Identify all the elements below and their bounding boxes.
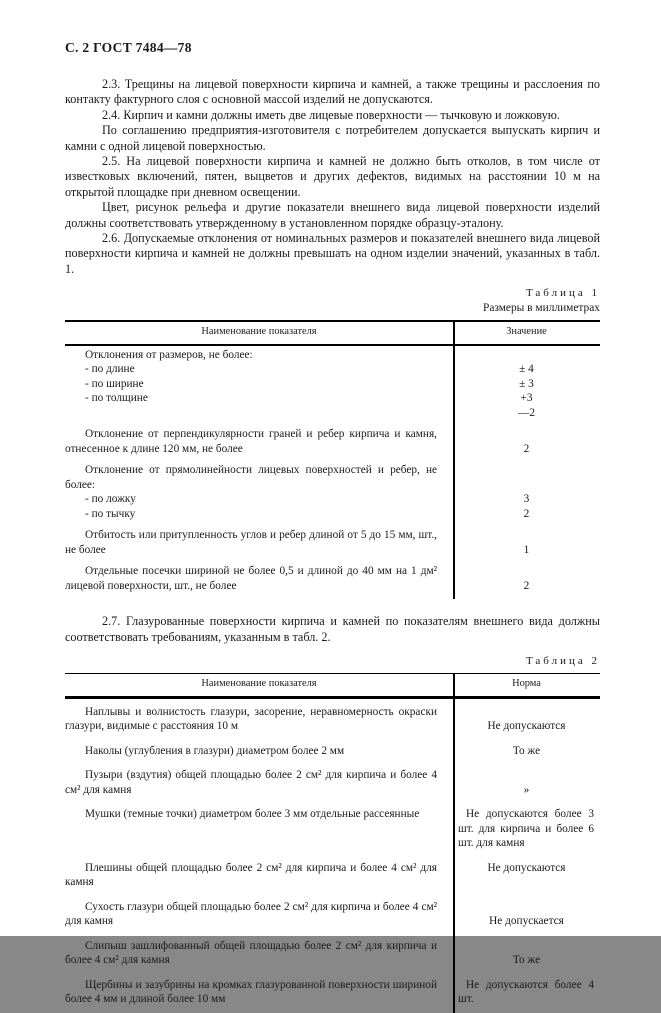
table-row: Щербины и зазубрины на кромках глазурованной поверхности шириной более 4 мм и длиной более 10 мм Не допускаются более 4 шт.: [65, 978, 594, 1006]
table-row: Пузыри (вздутия) общей площадью более 2 см² для кирпича и более 4 см² для камня »: [65, 769, 530, 796]
table-1-caption: Таблица 1: [525, 287, 600, 300]
paragraph-2-4-note: По соглашению предприятия-изготовителя с потребителем допускается выпускать кирпич и камни с одной лицевой поверхностью.: [65, 123, 600, 153]
table-row: Плешины общей площадью более 2 см² для кирпича и более 4 см² для камня Не допускаются: [65, 861, 566, 889]
paragraph-2-5: 2.5. На лицевой поверхности кирпича и камней не должно быть отколов, в том числе от известковых включений, пятен, выцветов и других дефектов, видимых на расстоянии 10 м на открытой площадке при дневном освещении.: [65, 154, 600, 199]
table-1-body: [65, 346, 600, 600]
table-2-col-header-name: Наименование показателя: [201, 678, 317, 690]
table-2-caption: Таблица 2: [525, 655, 600, 668]
paragraph-2-7: 2.7. Глазурованные поверхности кирпича и камней по показателям внешнего вида должны соответствовать требованиям, указанным в табл. 2.: [65, 614, 600, 644]
table-row: Слипыш зашлифованный общей площадью более 2 см² для кирпича и более 4 см² для камня То же: [65, 939, 541, 967]
table-2: [65, 673, 600, 1013]
table-row: Мушки (темные точки) диаметром более 3 мм отдельные рассеянные Не допускаются более 3 шт. для кирпича и более 6 шт. для камня: [85, 808, 594, 850]
table-row: Отдельные посечки шириной не более 0,5 и длиной до 40 мм на 1 дм² лицевой поверхности, шт., не более 2: [65, 565, 530, 592]
table-row: Отклонение от прямолинейности лицевых поверхностей и ребер, не более:: [65, 464, 437, 491]
table-2-body: [65, 699, 600, 1013]
paragraph-2-4: 2.4. Кирпич и камни должны иметь две лицевые поверхности — тычковую и ложковую.: [102, 107, 560, 122]
paragraph-2-3: 2.3. Трещины на лицевой поверхности кирпича и камней, а также трещины и расслоения по контакту фактурного слоя с основной массой изделий не допускаются.: [65, 77, 600, 107]
paragraph-2-5-note: Цвет, рисунок рельефа и другие показатели внешнего вида лицевой поверхности изделий должны соответствовать утвержденному в установленном порядке образцу-эталону.: [65, 200, 600, 230]
table-row: - по толщине +3: [85, 392, 533, 405]
table-2-header-row: [65, 673, 600, 699]
table-1-units-note: Размеры в миллиметрах: [482, 302, 600, 315]
table-1-col-header-value: Значение: [506, 326, 547, 338]
table-row: Сухость глазури общей площадью более 2 см² для кирпича и более 4 см² для камня Не допускается: [65, 900, 564, 928]
table-row: Отбитость или притупленность углов и ребер длиной от 5 до 15 мм, шт., не более 1: [65, 529, 530, 556]
table-row: Наплывы и волнистость глазури, засорение, неравномерность окраски глазури, видимые с расстояния 10 м Не допускаются: [65, 705, 566, 733]
table-row: Отклонение от перпендикулярности граней и ребер кирпича и камня, отнесенное к длине 120 мм, не более 2: [65, 428, 530, 455]
table-row: - по длине ± 4: [85, 363, 534, 376]
table-row: Отклонения от размеров, не более:: [85, 348, 253, 361]
table-row: - по тычку 2: [85, 507, 530, 520]
table-row: - по ложку 3: [85, 493, 530, 506]
page-header: С. 2 ГОСТ 7484—78: [65, 40, 192, 55]
table-row: —2: [518, 406, 535, 419]
table-1: [65, 320, 600, 599]
table-1-col-header-name: Наименование показателя: [201, 326, 317, 338]
paragraph-2-6: 2.6. Допускаемые отклонения от номинальных размеров и показателей внешнего вида лицевой поверхности кирпича и камней не должны превышать на одном изделии значений, указанных в табл. 1.: [65, 231, 600, 276]
table-row: Наколы (углубления в глазури) диаметром более 2 мм То же: [85, 744, 541, 757]
table-1-header-row: [65, 320, 600, 346]
table-2-col-header-norm: Норма: [512, 678, 541, 690]
table-row: - по ширине ± 3: [85, 377, 534, 390]
